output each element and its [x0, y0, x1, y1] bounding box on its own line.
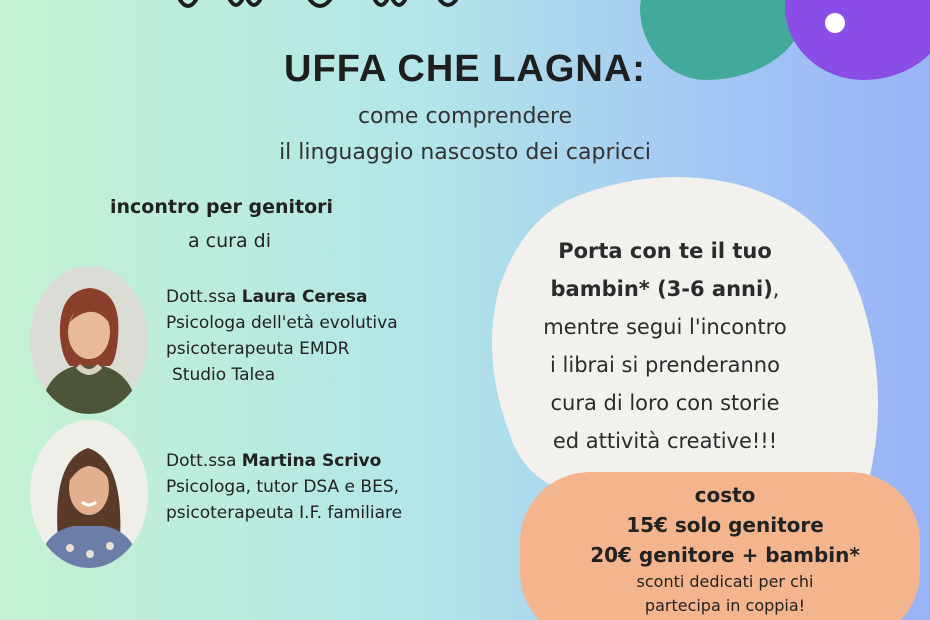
speaker2-role2: psicoterapeuta I.F. familiare: [166, 503, 403, 523]
promo-line3: mentre segui l'incontro: [543, 315, 787, 339]
promo-line1: Porta con te il tuo: [558, 239, 772, 263]
cost-heading: costo: [694, 483, 756, 507]
portrait-icon: [30, 266, 148, 414]
speaker1-name-line: [166, 284, 398, 310]
promo-line5: cura di loro con storie: [550, 391, 780, 415]
speaker1-portrait: [30, 266, 148, 414]
white-dot-decoration: [825, 13, 845, 33]
speaker1-name: Laura Ceresa: [241, 287, 368, 307]
speaker2-name-line: [166, 448, 402, 474]
speaker1-role1: Psicologa dell'età evolutiva: [166, 313, 398, 333]
cost-option1: 15€ solo genitore: [626, 513, 824, 537]
speaker2-portrait: [30, 420, 148, 568]
speaker2-details: [166, 448, 402, 526]
speaker1-prefix: Dott.ssa: [166, 287, 237, 307]
intro-heading: incontro per genitori: [110, 196, 334, 218]
promo-text: [495, 232, 835, 460]
speaker1-details: [166, 284, 398, 388]
promo-line2: [495, 270, 835, 308]
poster-subtitle-line2: il linguaggio nascosto dei capricci: [279, 140, 651, 165]
poster-title: UFFA CHE LAGNA:: [284, 48, 646, 90]
speaker2-prefix: Dott.ssa: [166, 451, 237, 471]
speaker2-name: Martina Scrivo: [241, 451, 382, 471]
cost-note-line2: partecipa in coppia!: [644, 596, 806, 615]
speaker1-role3: Studio Talea: [172, 365, 276, 385]
cost-section: [540, 480, 910, 618]
poster-subtitle-line1: come comprendere: [357, 104, 573, 129]
promo-line6: ed attività creative!!!: [552, 429, 778, 453]
promo-line2-bold: bambin* (3-6 anni): [550, 277, 773, 301]
promo-line2-rest: ,: [772, 277, 780, 301]
speaker2-role1: Psicologa, tutor DSA e BES,: [166, 477, 400, 497]
swirl-decoration-icon: [170, 0, 470, 14]
speaker1-role2: psicoterapeuta EMDR: [166, 339, 350, 359]
cost-note-line1: sconti dedicati per chi: [636, 572, 814, 591]
portrait-icon: [30, 420, 148, 568]
intro-subheading: a cura di: [188, 230, 272, 252]
promo-line4: i librai si prenderanno: [550, 353, 780, 377]
cost-option2: 20€ genitore + bambin*: [590, 543, 860, 567]
